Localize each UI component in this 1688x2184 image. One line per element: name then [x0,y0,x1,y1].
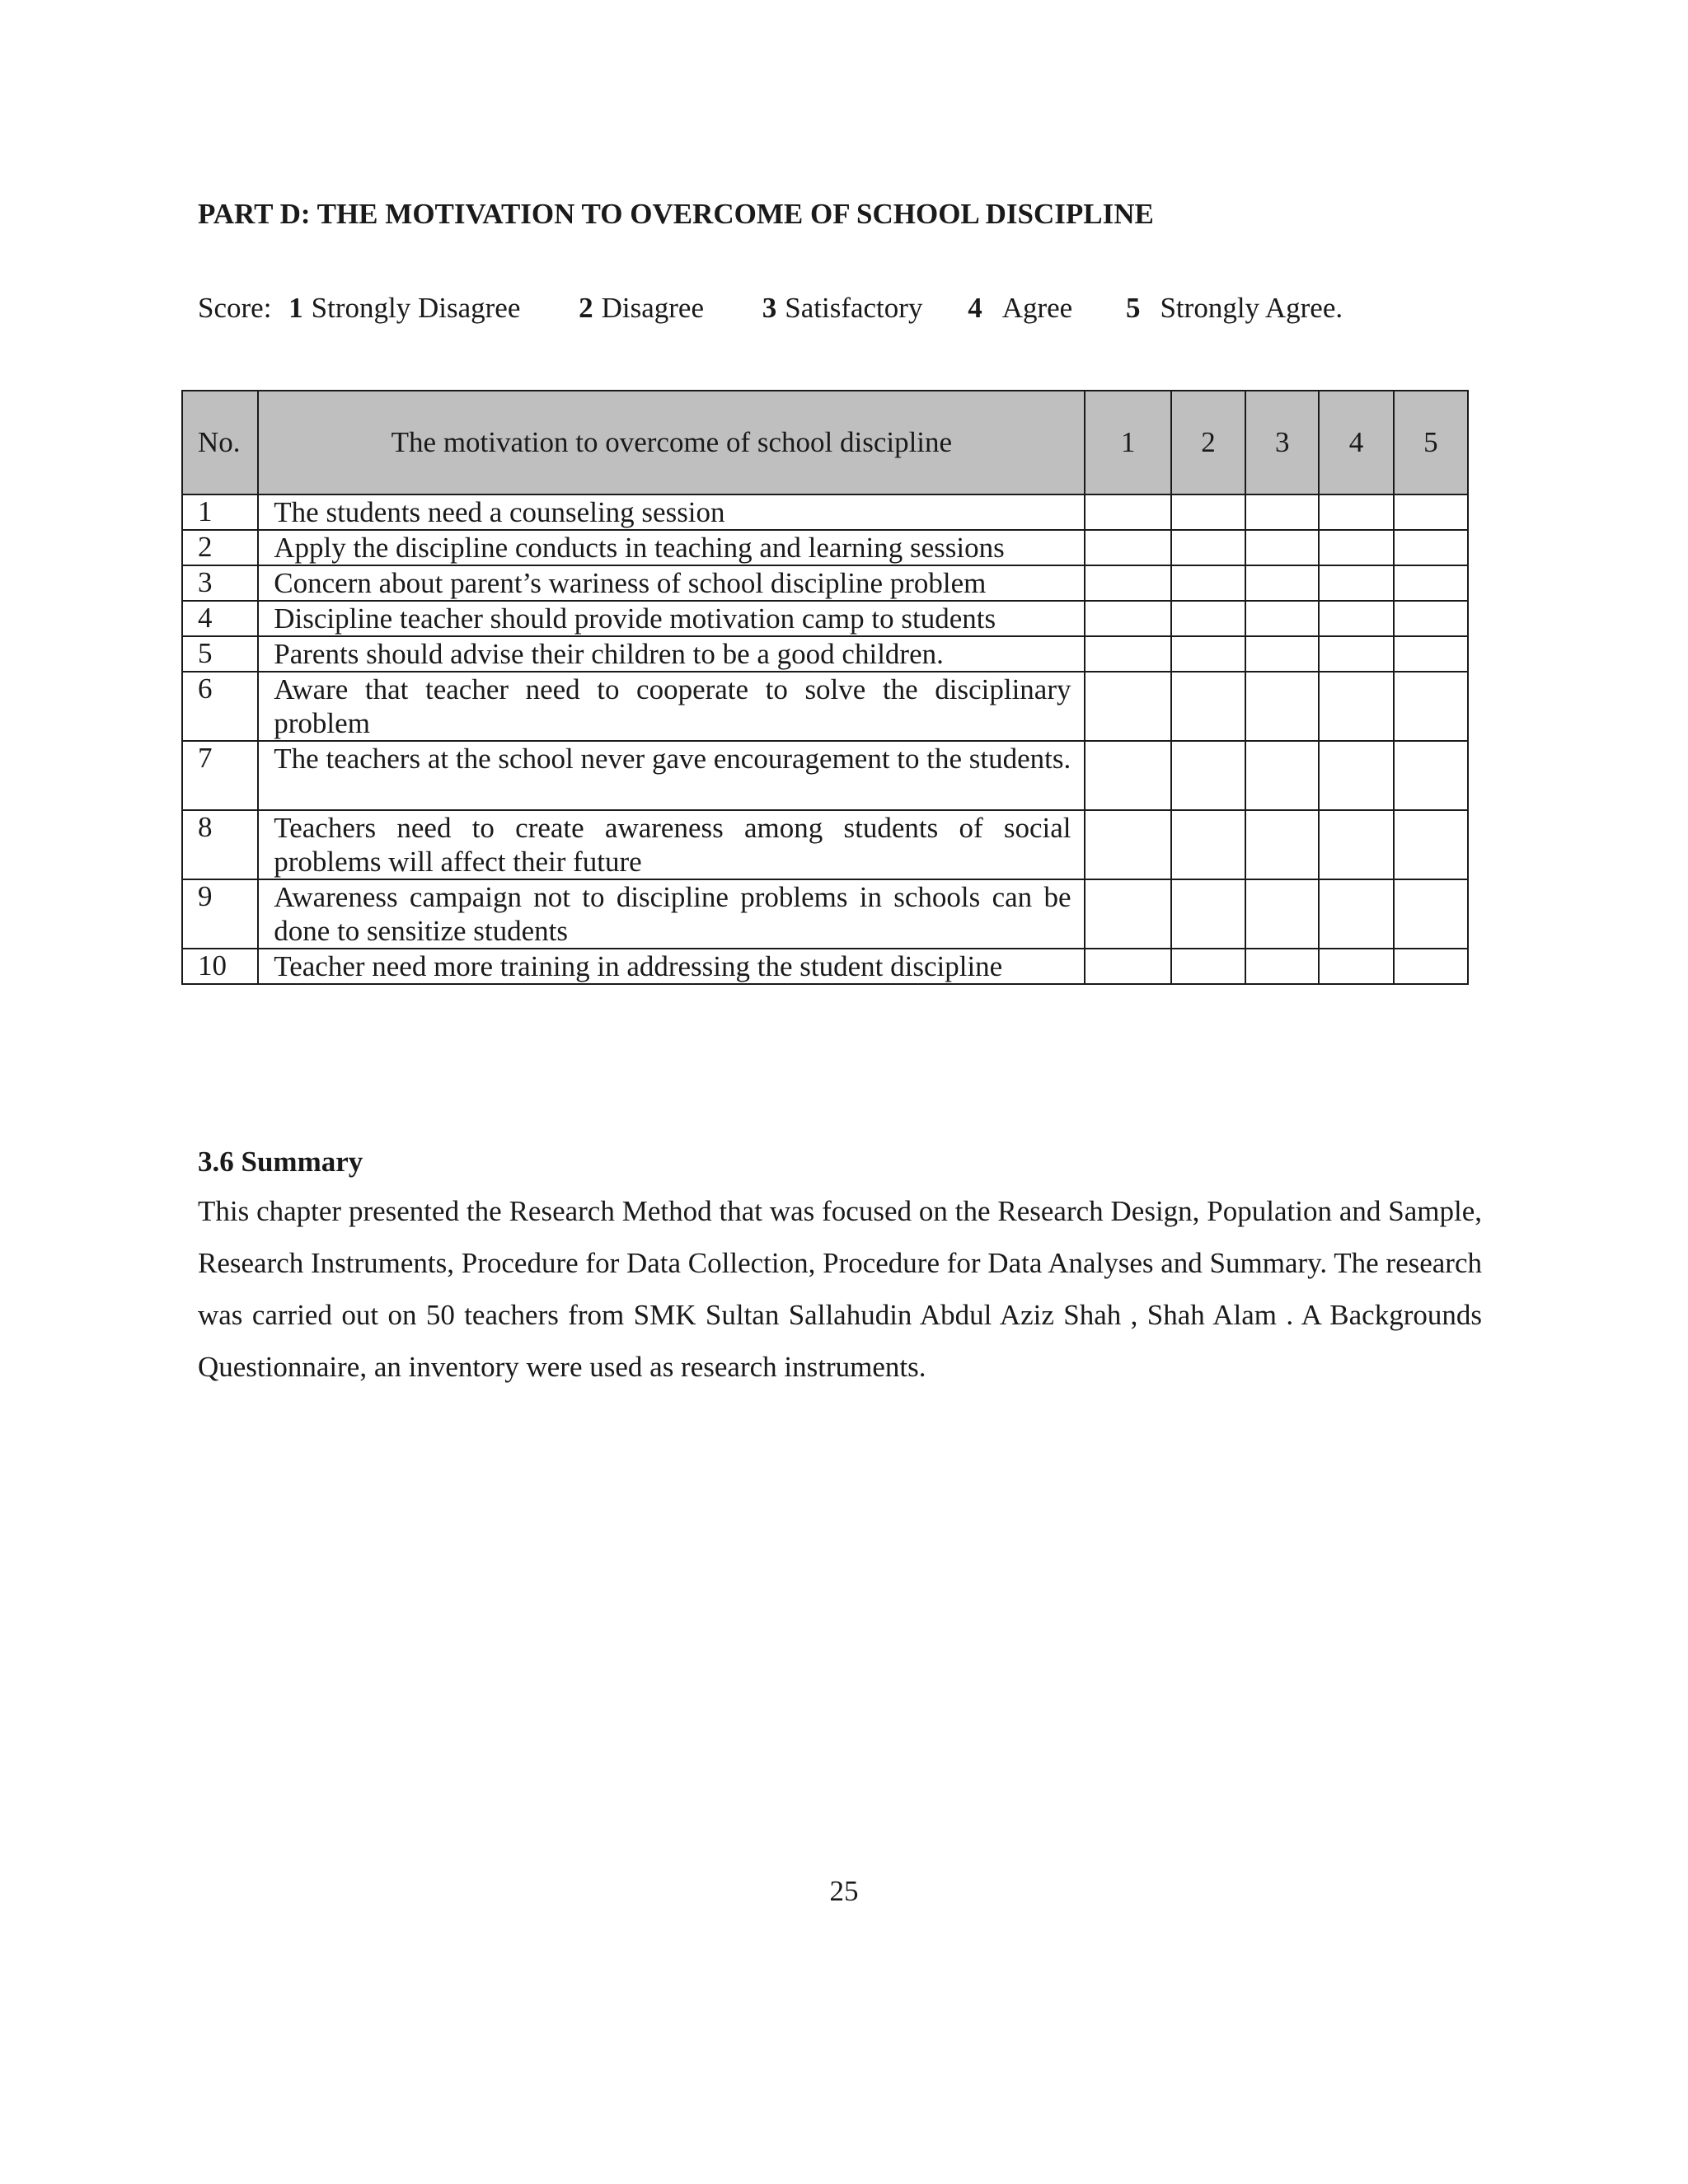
header-no: No. [182,391,258,494]
score-cell-4[interactable] [1319,879,1393,949]
table-row [182,810,1468,879]
score-cell-2[interactable] [1171,879,1245,949]
score-cell-3[interactable] [1245,879,1319,949]
score-cell-1[interactable] [1085,879,1170,949]
row-number: 6 [182,672,258,741]
table-row [182,949,1468,984]
score-cell-2[interactable] [1171,810,1245,879]
score-cell-2[interactable] [1171,636,1245,672]
table-row [182,530,1468,565]
row-number: 2 [182,530,258,565]
score-cell-5[interactable] [1394,601,1468,636]
row-statement: The students need a counseling session [258,494,1085,530]
score-cell-2[interactable] [1171,949,1245,984]
header-score-3: 3 [1245,391,1319,494]
row-number: 1 [182,494,258,530]
score-cell-1[interactable] [1085,601,1170,636]
row-number: 10 [182,949,258,984]
motivation-survey-table [181,390,1469,985]
page-number: 25 [829,1875,859,1907]
score-item-5: 5 Strongly Agree. [1125,292,1343,324]
score-cell-3[interactable] [1245,636,1319,672]
score-cell-5[interactable] [1394,494,1468,530]
row-statement: Discipline teacher should provide motivation camp to students [258,601,1085,636]
row-statement: Awareness campaign not to discipline problems in schools can be done to sensitize students [258,879,1085,949]
row-number: 3 [182,565,258,601]
score-cell-4[interactable] [1319,672,1393,741]
score-cell-1[interactable] [1085,949,1170,984]
summary-heading: 3.6 Summary [198,1146,363,1178]
score-cell-4[interactable] [1319,636,1393,672]
row-statement: Teacher need more training in addressing the student discipline [258,949,1085,984]
score-cell-4[interactable] [1319,565,1393,601]
header-score-1: 1 [1085,391,1170,494]
score-cell-3[interactable] [1245,672,1319,741]
score-cell-5[interactable] [1394,810,1468,879]
part-title: PART D: THE MOTIVATION TO OVERCOME OF SCHOOL DISCIPLINE [198,198,1154,230]
row-number: 9 [182,879,258,949]
header-score-2: 2 [1171,391,1245,494]
score-cell-4[interactable] [1319,494,1393,530]
table-row [182,879,1468,949]
summary-paragraph: This chapter presented the Research Method that was focused on the Research Design, Population and Sample, Research Instruments, Procedure for Data Collection, Procedure for Data Analyses and Summary. The research was carried out on 50 teachers from SMK Sultan Sallahudin Abdul Aziz Shah , Shah Alam . A Backgrounds Questionnaire, an inventory were used as research instruments. [198,1195,1482,1383]
table-row [182,601,1468,636]
score-item-3: 3 Satisfactory [762,292,923,324]
score-cell-2[interactable] [1171,565,1245,601]
row-statement: Aware that teacher need to cooperate to solve the disciplinary problem [258,672,1085,741]
row-statement: Concern about parent’s wariness of school discipline problem [258,565,1085,601]
score-cell-3[interactable] [1245,949,1319,984]
score-label: Score: [198,292,272,324]
score-item-4: 4 Agree [968,292,1073,324]
row-number: 4 [182,601,258,636]
score-cell-5[interactable] [1394,949,1468,984]
score-cell-1[interactable] [1085,494,1170,530]
score-cell-1[interactable] [1085,636,1170,672]
score-cell-5[interactable] [1394,879,1468,949]
score-cell-3[interactable] [1245,530,1319,565]
score-cell-2[interactable] [1171,530,1245,565]
score-cell-1[interactable] [1085,565,1170,601]
row-statement: The teachers at the school never gave encouragement to the students. [258,741,1085,810]
score-cell-2[interactable] [1171,741,1245,810]
row-statement: Apply the discipline conducts in teaching and learning sessions [258,530,1085,565]
row-number: 8 [182,810,258,879]
score-cell-5[interactable] [1394,565,1468,601]
score-cell-3[interactable] [1245,810,1319,879]
score-cell-1[interactable] [1085,810,1170,879]
header-score-4: 4 [1319,391,1393,494]
score-cell-4[interactable] [1319,810,1393,879]
score-cell-4[interactable] [1319,530,1393,565]
row-statement: Parents should advise their children to be a good children. [258,636,1085,672]
table-row [182,741,1468,810]
row-number: 7 [182,741,258,810]
score-cell-4[interactable] [1319,949,1393,984]
score-cell-4[interactable] [1319,601,1393,636]
score-cell-1[interactable] [1085,741,1170,810]
score-cell-3[interactable] [1245,565,1319,601]
score-cell-2[interactable] [1171,494,1245,530]
table-row [182,565,1468,601]
score-cell-2[interactable] [1171,601,1245,636]
table-header-row [182,391,1468,494]
row-statement: Teachers need to create awareness among students of social problems will affect their future [258,810,1085,879]
score-cell-3[interactable] [1245,601,1319,636]
score-cell-5[interactable] [1394,741,1468,810]
header-statement: The motivation to overcome of school discipline [258,391,1085,494]
score-cell-1[interactable] [1085,530,1170,565]
score-legend [198,292,1343,325]
score-cell-3[interactable] [1245,494,1319,530]
score-item-1: 1 Strongly Disagree [288,292,521,324]
header-score-5: 5 [1394,391,1468,494]
table-row [182,672,1468,741]
score-cell-1[interactable] [1085,672,1170,741]
table-row [182,636,1468,672]
score-cell-5[interactable] [1394,672,1468,741]
score-cell-5[interactable] [1394,530,1468,565]
score-cell-5[interactable] [1394,636,1468,672]
score-item-2: 2 Disagree [579,292,705,324]
score-cell-2[interactable] [1171,672,1245,741]
row-number: 5 [182,636,258,672]
score-cell-4[interactable] [1319,741,1393,810]
table-row [182,494,1468,530]
score-cell-3[interactable] [1245,741,1319,810]
